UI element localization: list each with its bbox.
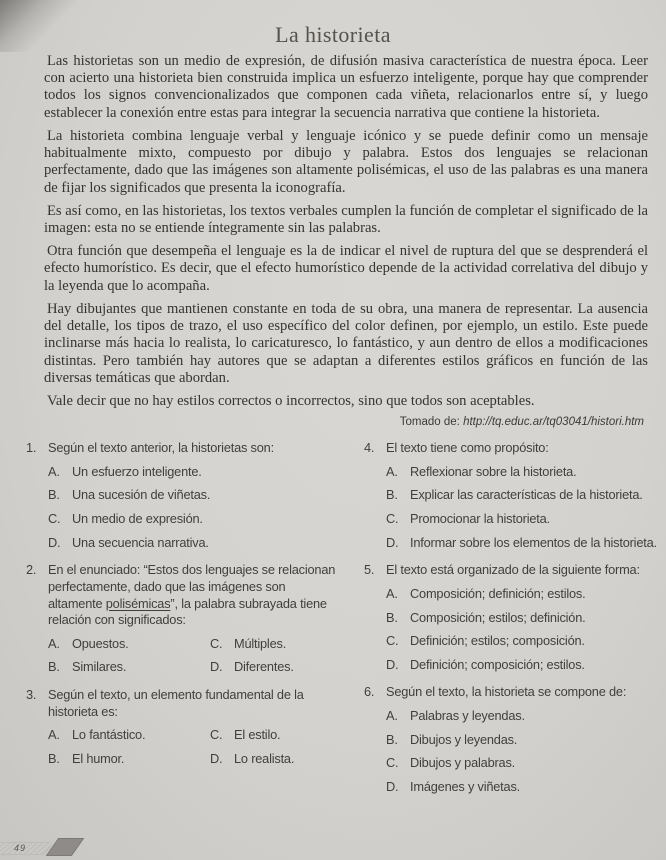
option-letter: B.: [386, 731, 398, 747]
option-letter: C.: [386, 511, 399, 527]
question-1: [26, 440, 340, 551]
question-6-options: [386, 708, 666, 796]
passage-paragraph-1: Las historietas son un medio de expresión, de difusión masiva característica de nuestra época. Leer con acierto una historieta bien construida implica un esfuerzo inteligente, porque hay que comprender todos los signos convencionalizados que componen cada viñeta, relacionarlos entre sí, y luego establecer la conexión entre estas para integrar la secuencia narrativa que contiene la historieta.: [44, 53, 648, 121]
question-4-option-c: [386, 511, 666, 528]
option-text: El estilo.: [234, 727, 281, 743]
question-2-option-b: [48, 659, 210, 676]
option-text: Diferentes.: [234, 659, 294, 675]
question-3-option-b: [48, 751, 210, 768]
question-2-underlined-word: polisémicas: [105, 595, 171, 611]
question-5-options: [386, 586, 666, 674]
option-letter: A.: [386, 463, 398, 479]
question-5-option-b: [386, 610, 666, 627]
source-citation: [0, 416, 644, 428]
footer-dark-tab: [46, 838, 85, 856]
option-letter: C.: [386, 755, 399, 771]
question-5-option-d: [386, 657, 666, 674]
question-1-number: 1.: [26, 440, 37, 456]
option-letter: B.: [48, 659, 60, 675]
option-text: Composición; definición; estilos.: [410, 585, 586, 601]
option-letter: D.: [48, 534, 61, 550]
question-6-option-d: [386, 779, 666, 796]
option-text: Similares.: [72, 659, 127, 675]
question-6-text: Según el texto, la historieta se compone de:: [386, 684, 627, 700]
source-url: http://tq.educ.ar/tq03041/histori.htm: [463, 416, 644, 429]
passage-paragraph-3: Es así como, en las historietas, los textos verbales cumplen la función de completar el significado de la imagen: esta no se entiende íntegramente sin las palabras.: [44, 202, 648, 236]
option-text: Dibujos y leyendas.: [410, 731, 518, 747]
option-text: Imágenes y viñetas.: [410, 778, 521, 794]
question-6-option-b: [386, 732, 666, 749]
option-letter: B.: [386, 609, 398, 625]
question-5-number: 5.: [364, 562, 375, 578]
option-text: Explicar las características de la historieta.: [410, 487, 643, 503]
question-1-option-b: [48, 487, 340, 504]
question-1-option-c: [48, 511, 340, 528]
reading-passage: [44, 53, 648, 410]
page-title: La historieta: [275, 22, 391, 47]
option-letter: B.: [386, 487, 398, 503]
question-4: [364, 440, 666, 551]
option-letter: D.: [386, 656, 399, 672]
question-1-text: Según el texto anterior, la historietas son:: [48, 440, 274, 456]
option-text: Reflexionar sobre la historieta.: [410, 463, 577, 479]
option-letter: A.: [48, 727, 60, 743]
option-text: El humor.: [72, 750, 125, 766]
option-text: Dibujos y palabras.: [410, 755, 516, 771]
question-3-options: [48, 727, 340, 767]
option-letter: D.: [386, 534, 399, 550]
question-6-option-a: [386, 708, 666, 725]
option-text: Una secuencia narrativa.: [72, 534, 209, 550]
passage-paragraph-2: La historieta combina lenguaje verbal y lenguaje icónico y se puede definir como un mensaje habitualmente mixto, compuesto por dibujo y palabra. Estos dos lenguajes se relacionan perfectamente, dado que las imágenes son altamente polisémicas, el uso de las palabras es una manera de fijar los significados que presenta la iconografía.: [44, 127, 648, 196]
option-letter: C.: [210, 727, 223, 743]
passage-paragraph-4: Otra función que desempeña el lenguaje es la de indicar el nivel de ruptura del que se desprenderá el efecto humorístico. Es decir, que el efecto humorístico depende de la actividad correlativa del dibujo y la leyenda que lo acompaña.: [44, 243, 648, 294]
option-letter: A.: [48, 463, 60, 479]
option-letter: C.: [386, 633, 399, 649]
question-4-number: 4.: [364, 440, 375, 456]
question-3-option-a: [48, 727, 210, 744]
option-text: Lo fantástico.: [72, 727, 146, 743]
option-text: Múltiples.: [234, 635, 287, 651]
question-5: [364, 562, 666, 673]
question-4-text: El texto tiene como propósito:: [386, 440, 549, 456]
option-text: Promocionar la historieta.: [410, 511, 550, 527]
option-text: Opuestos.: [72, 635, 129, 651]
question-5-option-a: [386, 586, 666, 603]
question-3-number: 3.: [26, 687, 37, 703]
option-letter: D.: [210, 750, 223, 766]
question-6-option-c: [386, 755, 666, 772]
question-4-options: [386, 464, 666, 552]
option-letter: B.: [48, 750, 60, 766]
question-4-option-a: [386, 464, 666, 481]
source-label: Tomado de:: [399, 416, 464, 429]
footer-page-number: 49: [14, 843, 27, 853]
question-3-option-c: [210, 727, 340, 744]
option-text: Informar sobre los elementos de la historieta.: [410, 534, 657, 550]
option-letter: A.: [386, 585, 398, 601]
question-3-text: Según el texto, un elemento fundamental de la historieta es:: [48, 687, 304, 719]
option-letter: C.: [210, 635, 223, 651]
option-text: Definición; estilos; composición.: [410, 633, 585, 649]
option-text: Un medio de expresión.: [72, 511, 203, 527]
question-5-text: El texto está organizado de la siguiente forma:: [386, 562, 640, 578]
question-3-option-d: [210, 751, 340, 768]
questions-section: [26, 440, 666, 806]
option-text: Una sucesión de viñetas.: [72, 487, 211, 503]
question-6-number: 6.: [364, 684, 375, 700]
option-letter: D.: [210, 659, 223, 675]
question-2-text-after: ”, la palabra subrayada tiene relación con significados:: [48, 595, 327, 628]
question-2-option-a: [48, 636, 210, 653]
question-2: [26, 562, 340, 676]
option-text: Palabras y leyendas.: [410, 708, 525, 724]
question-4-option-b: [386, 487, 666, 504]
option-letter: C.: [48, 511, 61, 527]
question-1-option-d: [48, 535, 340, 552]
option-text: Definición; composición; estilos.: [410, 656, 585, 672]
question-1-options: [48, 464, 340, 552]
option-text: Lo realista.: [234, 750, 295, 766]
question-4-option-d: [386, 535, 666, 552]
passage-paragraph-5: Hay dibujantes que mantienen constante en toda de su obra, una manera de representar. La ausencia del detalle, los tipos de trazo, el uso específico del color definen, por ejemplo, un estilo. Este puede inclinarse más hacia lo realista, lo caricaturesco, lo fantástico, y aun dentro de ellos a modificaciones distintas. Pero también hay autores que se adaptan a diferentes estilos gráficos en función de las diversas temáticas que abordan.: [44, 300, 648, 386]
passage-paragraph-6: Vale decir que no hay estilos correctos o incorrectos, sino que todos son aceptables.: [47, 392, 535, 409]
question-5-option-c: [386, 633, 666, 650]
question-2-option-d: [210, 659, 340, 676]
option-letter: A.: [48, 635, 60, 651]
option-letter: B.: [48, 487, 60, 503]
option-text: Composición; estilos; definición.: [410, 609, 586, 625]
question-2-text-before: En el enunciado: “Estos dos lenguajes se relacionan perfectamente, dado que las imágenes son altamente: [48, 562, 336, 611]
option-text: Un esfuerzo inteligente.: [72, 463, 202, 479]
question-6: [364, 684, 666, 795]
questions-left-column: [26, 440, 340, 806]
question-3: [26, 687, 340, 768]
question-2-option-c: [210, 636, 340, 653]
question-2-text: [48, 562, 340, 629]
question-2-number: 2.: [26, 562, 37, 578]
option-letter: A.: [386, 708, 398, 724]
questions-right-column: [364, 440, 666, 806]
option-letter: D.: [386, 778, 399, 794]
question-1-option-a: [48, 464, 340, 481]
question-2-options: [48, 636, 340, 676]
